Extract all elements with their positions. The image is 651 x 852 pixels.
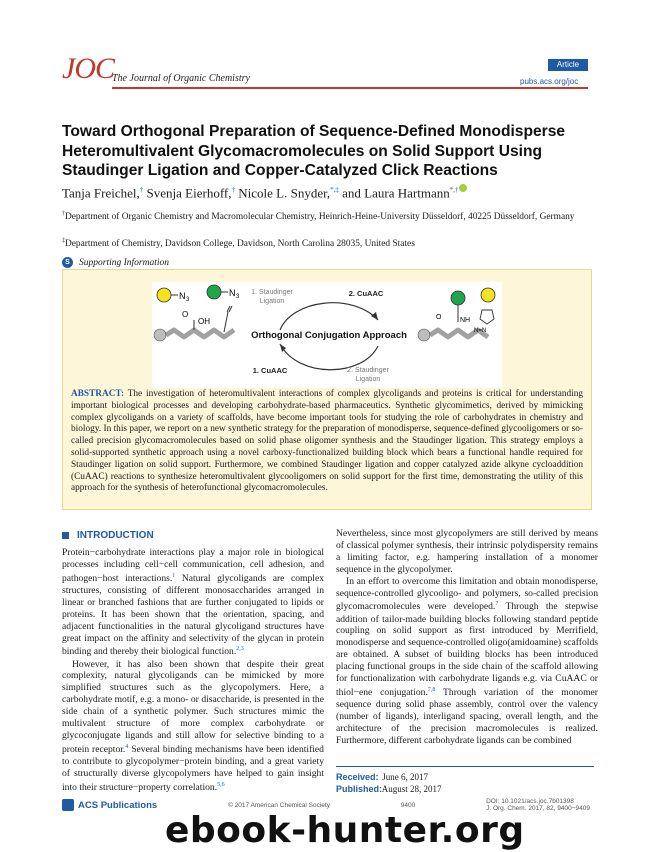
- citation-ref[interactable]: 1: [172, 572, 176, 579]
- step-label: 1. Staudinger: [251, 289, 293, 296]
- left-molecule: [154, 285, 240, 341]
- author-mark: *,‡: [330, 186, 339, 194]
- paragraph: [336, 528, 598, 576]
- toc-graphic: [152, 282, 502, 388]
- abstract-body: The investigation of heteromultivalent interactions of complex glycoligands and proteins is critical for understanding important biological processes and developing carbohydrate-based pharmaceutics. Synthetic glycomimetics, derived by mimicking complex glycoligands on a variety of scaffolds, have become important tools for studying the role of carbohydrates in chemistry and biology. In this paper, we report on a new synthetic strategy for the preparation of monodisperse, sequence-defined glycooligomers or so-called precision glycomacromolecules based on solid phase oligomer synthesis and the Staudinger ligation. This strategy employs a solid-supported synthetic approach using a novel carboxy-functionalized building block which bears a functional handle required for Staudinger ligation on solid support. Furthermore, we combined Staudinger ligation and copper catalyzed azide alkyne cycloaddition (CuAAC) reactions to synthesize heteromultivalent glycooligomers on solid support for the first time, demonstrating the utility of this approach for the synthesis of heterofunctional glycomacromolecules.: [71, 389, 584, 494]
- author-list: [62, 184, 467, 201]
- supporting-info-icon: S: [62, 257, 73, 268]
- page-number: 9400: [400, 801, 416, 809]
- section-marker-icon: [62, 532, 69, 539]
- right-molecule: [418, 288, 495, 341]
- paragraph: [62, 659, 324, 794]
- azide-subscript: 3: [186, 297, 190, 303]
- published-row: [336, 783, 594, 795]
- paragraph-text: Several binding mechanisms have been identified to contribute to glycopolymer−protein binding, and a great variety of structurally diverse glycopolymers have helped to gain insight into their structure−property correlation.: [62, 744, 324, 793]
- step-label: Ligation: [355, 376, 381, 383]
- journal-url-link[interactable]: pubs.acs.org/joc: [520, 77, 579, 86]
- step-label: Ligation: [259, 298, 285, 305]
- publication-dates: [336, 766, 594, 795]
- green-sugar-icon: [451, 291, 465, 305]
- azide-label: N: [229, 288, 236, 298]
- hydroxyl-label: OH: [198, 317, 210, 326]
- top-arrow: [280, 303, 378, 330]
- resin-bead-icon: [154, 329, 166, 341]
- abstract-label: ABSTRACT:: [71, 389, 125, 399]
- acs-publications-logo[interactable]: [62, 799, 157, 811]
- affiliation-mark: †: [62, 211, 65, 217]
- azide-subscript: 3: [236, 294, 240, 300]
- received-date: June 6, 2017: [382, 772, 428, 782]
- citation-ref[interactable]: 2,3: [236, 646, 244, 653]
- paragraph-text: Through the stepwise addition of tailor-made building blocks following standard peptide coupling on solid support as first introduced by Merrifield, monodisperse and sequence-controlled oligo(amidoamine) scaffolds are obtained. A subset of building blocks has been introduced placing functional groups in the side chain of the scaffold allowing for functionalization with carbohydrate ligands e.g. via CuAAC or thiol−ene conjugation.: [336, 601, 598, 699]
- publisher-name: ACS Publications: [78, 799, 158, 811]
- step-label: 1. CuAAC: [252, 366, 288, 375]
- paragraph-text: However, it has also been shown that despite their great complexity, natural glycoligands can be mimicked by more simplified structures such as the glycopolymers. Here, a carbohydrate motif, e.g. a mono- or disaccharide, is presented in the side chain of a synthetic polymer. Such structures mimic the multivalent structure of more complex carbohydrate or glycoconjugate ligands and still allow for selective binding to a protein receptor.: [62, 658, 324, 756]
- doi-link[interactable]: DOI: 10.1021/acs.joc.7b01398: [486, 798, 574, 805]
- affiliation-mark: ‡: [62, 238, 65, 244]
- received-row: [336, 771, 594, 783]
- paragraph-text: Protein−carbohydrate interactions play a major role in biological processes including cell−cell communication, cell adhesion, and pathogen−host interactions.: [62, 547, 324, 584]
- watermark-text: ebook-hunter.org: [165, 810, 525, 851]
- author-name[interactable]: Tanja Freichel,: [62, 185, 140, 201]
- amide-label: NH: [460, 317, 471, 324]
- citation-ref[interactable]: 7,8: [427, 686, 436, 693]
- paragraph-text: Nevertheless, since most glycopolymers are still derived by means of classical polymer synthesis, their intrinsic polydispersity remains a limiting factor, e.g. hampering installation of a monomer sequence in the glycopolymer.: [336, 528, 598, 575]
- orcid-icon[interactable]: [459, 184, 467, 192]
- citation-ref[interactable]: 7: [495, 601, 499, 608]
- affiliation: [62, 208, 592, 223]
- published-date: August 28, 2017: [381, 784, 442, 794]
- paragraph: [62, 547, 324, 659]
- supporting-info-label: Supporting Information: [79, 257, 169, 268]
- resin-bead-icon: [418, 329, 430, 341]
- right-column: [336, 528, 598, 747]
- abstract: [71, 389, 583, 495]
- paragraph: [336, 576, 598, 747]
- published-label: Published:: [336, 784, 383, 794]
- affiliation-text: Department of Organic Chemistry and Macromolecular Chemistry, Heinrich-Heine-University Düsseldorf, 40225 Düsseldorf, Germany: [65, 212, 575, 223]
- copyright: © 2017 American Chemical Society: [228, 801, 330, 809]
- azide-label: N: [179, 291, 186, 301]
- yellow-sugar-icon: [481, 288, 495, 302]
- paragraph-text: In an effort to overcome this limitation and obtain monodisperse, sequence-controlled glycooligo- and polymers, so-called precision glycomacromolecules were developed.: [336, 575, 598, 613]
- yellow-sugar-icon: [157, 288, 171, 302]
- header-divider: [112, 87, 588, 89]
- triazole-ring: [480, 310, 494, 324]
- citation-ref[interactable]: 5,6: [217, 781, 225, 788]
- article-title: Toward Orthogonal Preparation of Sequence-Defined Monodisperse Heteromultivalent Glycomacromolecules on Solid Support Using Staudinger Ligation and Copper-Catalyzed Click Reactions: [62, 123, 566, 179]
- journal-logo: JOC: [62, 52, 114, 85]
- citation-ref[interactable]: 4: [125, 743, 129, 750]
- graphic-center-title: Orthogonal Conjugation Approach: [251, 330, 407, 341]
- carbonyl-label: O: [436, 314, 442, 321]
- bottom-arrow: [280, 344, 378, 370]
- step-label: 2. Staudinger: [347, 367, 389, 374]
- received-label: Received:: [336, 772, 379, 782]
- carbonyl-label: O: [182, 310, 189, 319]
- article-type-badge: Article: [548, 59, 588, 71]
- supporting-information-link[interactable]: [62, 257, 169, 268]
- paragraph-text: Natural glycoligands are complex structures, consisting of different monosaccharides arranged in linear or branched fashions that are further conjugated to lipids or proteins. It has been shown that the orientation, spacing, and adjacent functionalities in the natural glycoligand structures have great impact on the affinity and selectivity of the glycan in protein binding and thereby their biological function.: [62, 573, 325, 658]
- author-name[interactable]: Svenja Eierhoff,: [146, 185, 232, 201]
- green-sugar-icon: [207, 285, 221, 299]
- paragraph-text: Through variation of the monomer sequence during solid phase assembly, control over the valency (number of ligands), interligand spacing, overall length, and the architecture of the precision macromolecules is realized. Furthermore, different carbohydrate ligands can be combined: [336, 687, 599, 746]
- section-heading: [62, 530, 154, 541]
- author-mark: †: [231, 186, 235, 194]
- triazole-label: N=N: [474, 328, 487, 334]
- author-mark: †: [139, 186, 144, 194]
- journal-name: The Journal of Organic Chemistry: [112, 73, 250, 84]
- author-name[interactable]: and Laura Hartmann: [342, 185, 450, 201]
- author-mark: *,†: [449, 186, 459, 194]
- section-title: INTRODUCTION: [77, 530, 154, 541]
- affiliation: [62, 235, 592, 250]
- affiliation-text: Department of Chemistry, Davidson College, Davidson, North Carolina 28035, United States: [65, 239, 415, 250]
- step-label: 2. CuAAC: [348, 289, 384, 298]
- author-name[interactable]: Nicole L. Snyder,: [238, 185, 331, 201]
- left-column: [62, 547, 324, 794]
- acs-logo-icon: [62, 799, 74, 811]
- journal-citation: J. Org. Chem. 2017, 82, 9400−9409: [486, 805, 590, 812]
